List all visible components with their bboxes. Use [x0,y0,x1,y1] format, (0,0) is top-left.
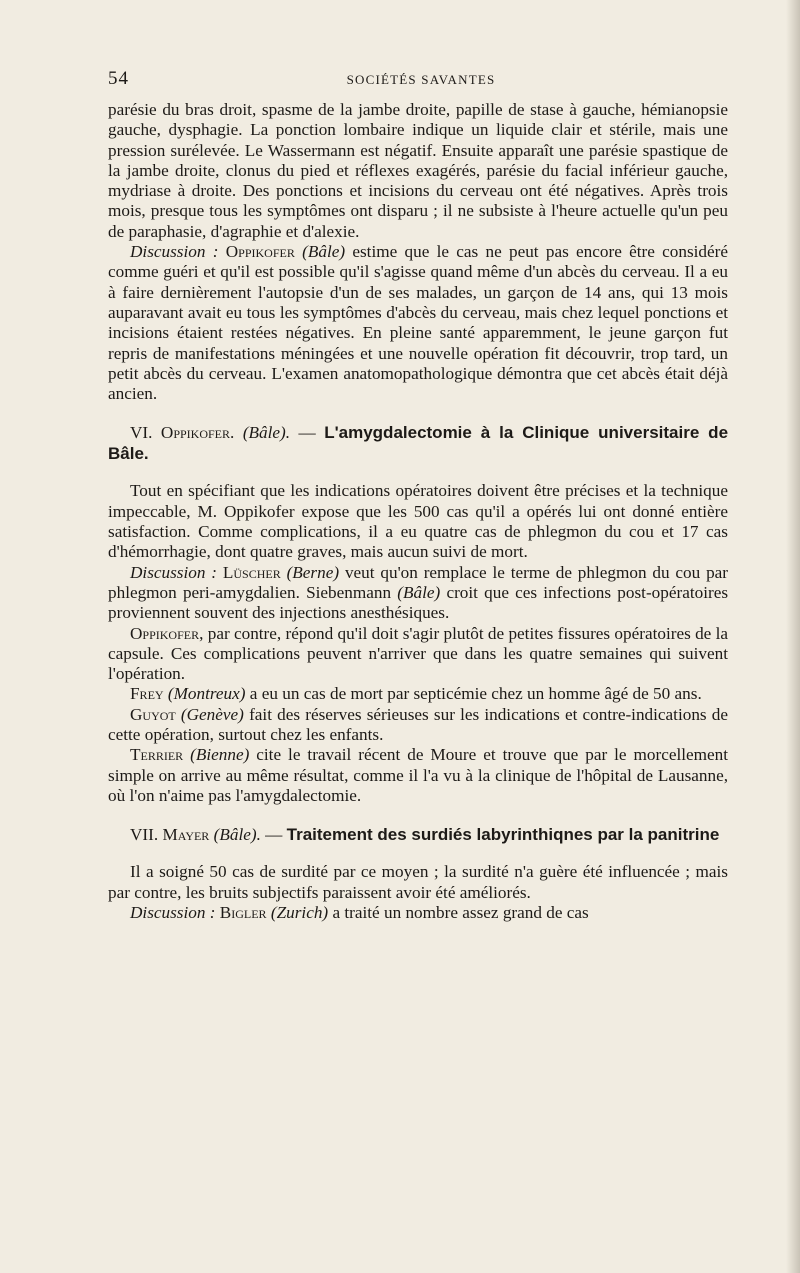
speaker-place: (Bienne) [190,745,250,765]
speaker-name: Guyot [130,704,176,724]
dash: — [265,825,283,845]
running-title: SOCIÉTÉS SAVANTES [346,72,496,87]
author-place: (Bâle). [242,423,291,443]
speaker-name: Oppikofer, [130,623,204,643]
remark-terrier [108,745,728,806]
speaker-place: (Montreux) [167,684,246,704]
reply-oppikofer [108,624,728,685]
discussion-label: Discussion : [130,562,218,582]
page-number: 54 [108,68,129,89]
discussion-bigler [108,903,728,923]
paragraph-text: croit que ces infections post-opératoires proviennent souvent des injections anesthésiques. [108,582,729,623]
remark-frey [108,684,728,704]
author-name: Mayer [162,825,210,845]
discussion-label: Discussion : [130,242,219,262]
speaker-name: Lüscher [222,562,281,582]
section-title: L'amygdalectomie à la Clinique universitaire de Bâle. [108,423,729,464]
paragraph-text: a traité un nombre assez grand de cas [332,902,589,922]
discussion-luscher [108,563,728,624]
section-heading-vii [108,824,728,845]
speaker-place: (Berne) [286,562,340,582]
paragraph-text: par contre, répond qu'il doit s'agir plutôt de petites fissures opératoires de la capsule. Ces complications peuvent n'arriver que dans les quatre semaines qui suivent l'opération. [108,623,729,684]
paragraph-text: a eu un cas de mort par septicémie chez un homme âgé de 50 ans. [249,684,702,704]
author-place: (Bâle). [213,825,261,845]
paragraph-text: estime que le cas ne peut pas encore être considéré comme guéri et qu'il est possible qu'il s'agisse quand même d'un abcès du cerveau. Il a eu à faire dernièrement l'autopsie d'un de ses malades, un garçon de 14 ans, qui 13 mois auparavant avait eu tous les symptômes d'abcès du cerveau, mais chez lequel ponctions et incisions étaient restées négatives. En pleine santé apparemment, le jeune garçon fut repris de manifestations méningées et une nouvelle opération fit découvrir, trop tard, un petit abcès du cerveau. L'examen anatomopathologique démontra que cet abcès était déjà ancien. [108,242,729,404]
speaker-name: Bigler [219,902,267,922]
author-name: Oppikofer. [160,423,235,443]
discussion-label: Discussion : [130,902,216,922]
discussion-oppikofer [108,242,728,404]
paragraph-continuation: parésie du bras droit, spasme de la jambe droite, papille de stase à gauche, hémianopsie gauche, dysphagie. La ponction lombaire indique un liquide clair et stérile, mais une pression surélevée. Le Wassermann est négatif. Ensuite apparaît une parésie spastique de la jambe droite, clonus du pied et réflexes exagérés, parésie du facial inférieur gauche, mydriase à droite. Des ponctions et incisions du cerveau ont été négatives. Après trois mois, presque tous les symptômes ont disparu ; il ne subsiste à l'heure actuelle qu'un peu de paraphasie, d'agraphie et d'alexie. [108,100,728,241]
speaker-name: Frey [130,684,164,704]
paragraph-panitrine: Il a soigné 50 cas de surdité par ce moyen ; la surdité n'a guère été influencée ; mais par contre, les bruits subjectifs paraissent avoir été améliorés. [108,862,728,902]
speaker-place: (Zurich) [270,902,329,922]
running-head [108,68,734,90]
speaker-place: (Bâle) [397,582,441,602]
paragraph-text: veut qu'on remplace le terme de phlegmon du cou par phlegmon peri-amygdalien. Siebenmann [108,562,729,602]
remark-guyot [108,705,728,746]
section-title: Traitement des surdiés labyrinthiqnes par la panitrine [286,825,720,845]
section-number: VI. [130,423,153,443]
paragraph-amygdalectomie: Tout en spécifiant que les indications opératoires doivent être précises et la technique impeccable, M. Oppikofer expose que les 500 cas qu'il a opérés lui ont donné entière satisfaction. Comme complications, il a eu quatre cas de phlegmon du cou et 17 cas d'hémorrhagie, dont quatre graves, mais aucun suivi de mort. [108,481,728,562]
speaker-name: Terrier [130,745,184,765]
speaker-place: (Genève) [180,704,244,724]
body-text [108,100,728,923]
speaker-name: Oppikofer [225,242,295,262]
paragraph-text: fait des réserves sérieuses sur les indications et contre-indications de cette opération, surtout chez les enfants. [108,704,728,745]
paragraph-text: cite le travail récent de Moure et trouve que par le morcellement simple on arrive au même résultat, comme il l'a vu à la clinique de l'hôpital de Lausanne, où l'on n'aime pas l'amygdalectomie. [108,745,729,805]
page-edge-shadow [786,0,800,1273]
section-number: VII. [130,825,159,845]
dash: — [298,423,316,443]
speaker-place: (Bâle) [302,242,346,262]
section-heading-vi [108,422,728,464]
